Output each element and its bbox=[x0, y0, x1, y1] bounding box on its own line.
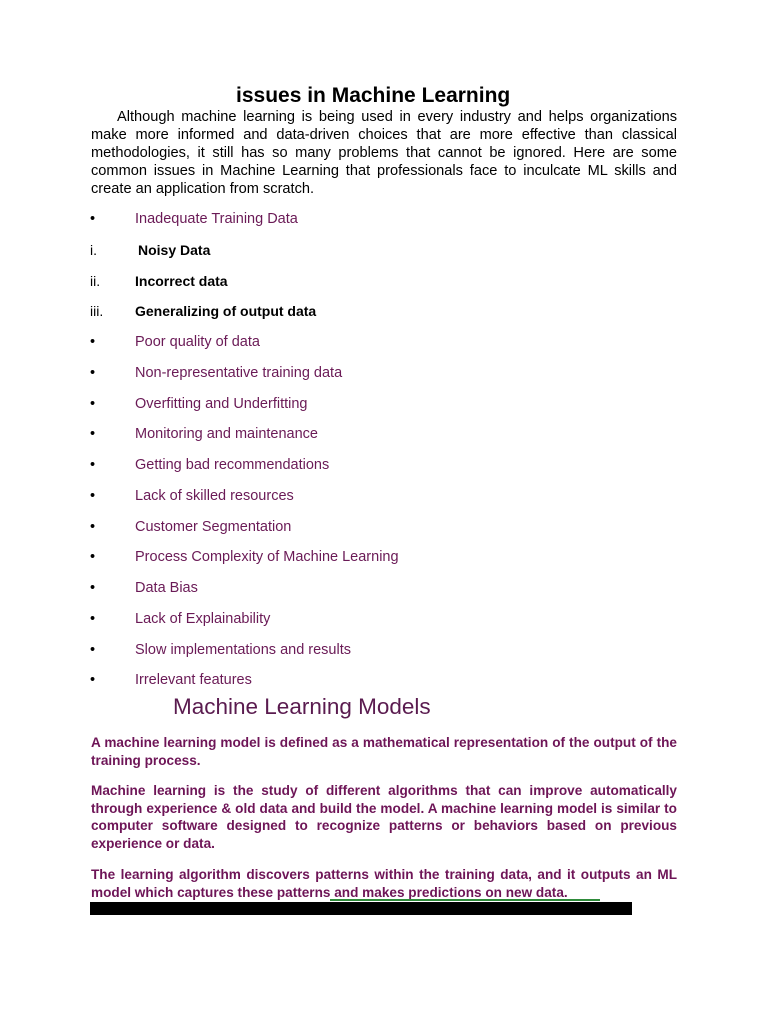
page-title: issues in Machine Learning bbox=[236, 84, 511, 107]
list-item-label: Slow implementations and results bbox=[135, 642, 351, 658]
bullet-marker: • bbox=[90, 426, 96, 442]
list-item bbox=[90, 640, 650, 660]
redaction-bar bbox=[90, 902, 632, 915]
intro-paragraph: Although machine learning is being used in every industry and helps organizations make more informed and data-driven choices that are more effective than classical methodologies, it still has so many problems that cannot be ignored. Here are some common issues in Machine Learning that professionals face to inculcate ML skills and create an application from scratch. bbox=[91, 109, 677, 197]
list-item-label: Data Bias bbox=[135, 580, 198, 596]
list-item-label: Noisy Data bbox=[138, 242, 211, 258]
list-item bbox=[90, 394, 650, 414]
list-item bbox=[90, 332, 650, 352]
bullet-marker: • bbox=[90, 672, 96, 688]
list-item-label: Customer Segmentation bbox=[135, 519, 292, 535]
list-item-label: Getting bad recommendations bbox=[135, 457, 330, 473]
list-item bbox=[90, 363, 650, 383]
list-item-label: Poor quality of data bbox=[135, 334, 260, 350]
list-item bbox=[90, 424, 650, 444]
list-item bbox=[90, 578, 650, 598]
list-item bbox=[90, 301, 650, 321]
list-item bbox=[90, 609, 650, 629]
bullet-marker: • bbox=[90, 211, 96, 227]
bullet-marker: • bbox=[90, 611, 96, 627]
section-heading: Machine Learning Models bbox=[173, 694, 431, 719]
bullet-marker: • bbox=[90, 519, 96, 535]
list-item bbox=[90, 271, 650, 291]
list-item-label: Process Complexity of Machine Learning bbox=[135, 549, 399, 565]
list-item-label: Incorrect data bbox=[135, 273, 228, 289]
list-item bbox=[90, 209, 650, 229]
body-paragraph: The learning algorithm discovers patterns within the training data, and it outputs an ML model which captures these patterns and makes predictions on new data. bbox=[91, 867, 677, 900]
list-item bbox=[90, 517, 650, 537]
bullet-marker: • bbox=[90, 334, 96, 350]
bullet-marker: • bbox=[90, 642, 96, 658]
bullet-marker: • bbox=[90, 488, 96, 504]
bullet-marker: • bbox=[90, 396, 96, 412]
list-item-label: Generalizing of output data bbox=[135, 303, 317, 319]
list-item-label: Inadequate Training Data bbox=[135, 211, 298, 227]
bullet-marker: • bbox=[90, 580, 96, 596]
bullet-marker: • bbox=[90, 365, 96, 381]
roman-marker: ii. bbox=[90, 273, 101, 289]
list-item-label: Non-representative training data bbox=[135, 365, 343, 381]
roman-marker: iii. bbox=[90, 303, 104, 319]
green-underline-mark bbox=[330, 899, 600, 901]
roman-marker: i. bbox=[90, 242, 97, 258]
list-item-label: Irrelevant features bbox=[135, 672, 252, 688]
list-item bbox=[90, 240, 650, 260]
list-item-label: Monitoring and maintenance bbox=[135, 426, 318, 442]
list-item-label: Overfitting and Underfitting bbox=[135, 396, 308, 412]
bullet-marker: • bbox=[90, 549, 96, 565]
body-paragraph: A machine learning model is defined as a mathematical representation of the output of the training process. bbox=[91, 735, 677, 768]
list-item bbox=[90, 670, 650, 690]
list-item-label: Lack of Explainability bbox=[135, 611, 271, 627]
list-item bbox=[90, 547, 650, 567]
list-item bbox=[90, 486, 650, 506]
bullet-marker: • bbox=[90, 457, 96, 473]
list-item-label: Lack of skilled resources bbox=[135, 488, 294, 504]
body-paragraph: Machine learning is the study of different algorithms that can improve automatically through experience & old data and build the model. A machine learning model is similar to computer software designed to recognize patterns or behaviors based on previous experience or data. bbox=[91, 783, 677, 851]
list-item bbox=[90, 455, 650, 475]
